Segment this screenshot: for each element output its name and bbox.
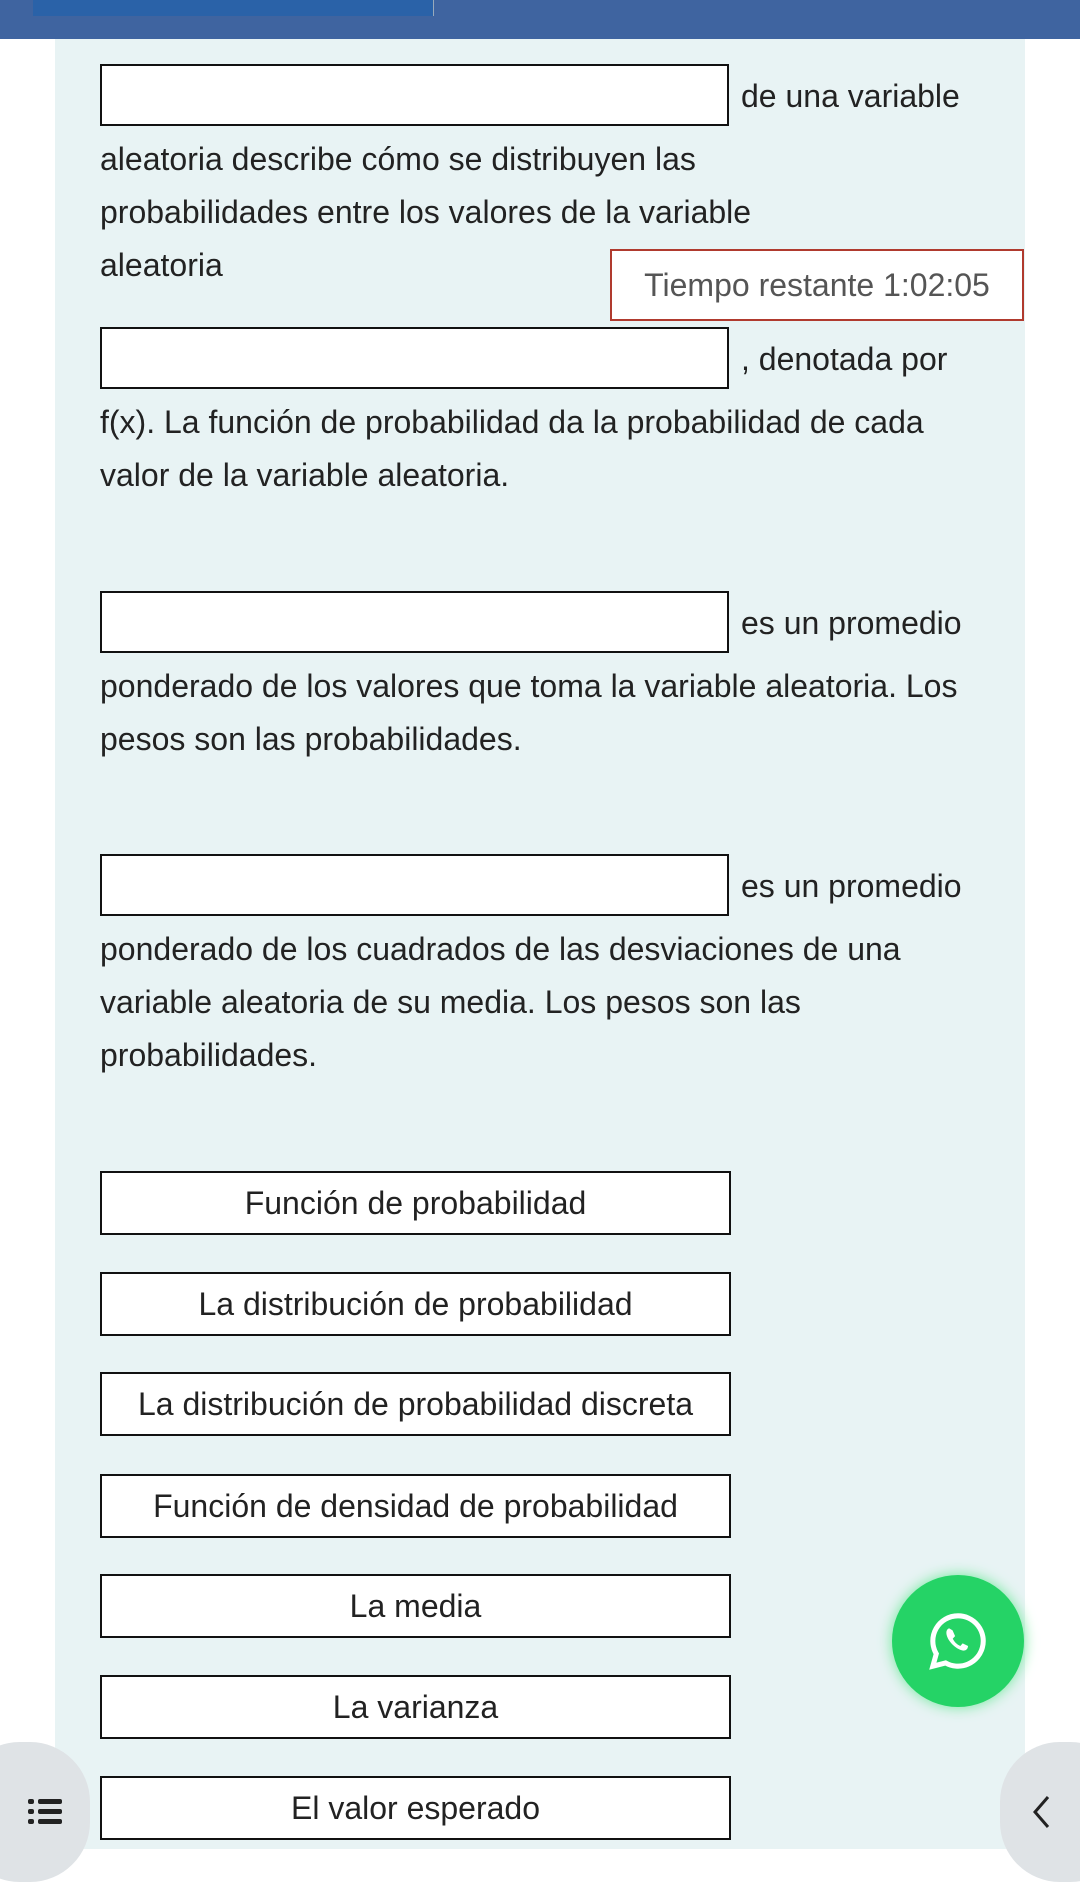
question-2-text: , denotada por	[741, 341, 948, 377]
question-4-rest: ponderado de los cuadrados de las desviaciones de una variable aleatoria de su media. Los pesos son las probabilidades.	[100, 931, 901, 1073]
drop-zone-2[interactable]	[100, 327, 729, 389]
option-la-varianza[interactable]: La varianza	[100, 1675, 731, 1739]
option-funcion-de-probabilidad[interactable]: Función de probabilidad	[100, 1171, 731, 1235]
drop-zone-4[interactable]	[100, 854, 729, 916]
option-la-media[interactable]: La media	[100, 1574, 731, 1638]
option-distribucion-discreta[interactable]: La distribución de probabilidad discreta	[100, 1372, 731, 1436]
site-header	[0, 0, 1080, 39]
chevron-left-icon	[1030, 1795, 1052, 1829]
question-3-rest: ponderado de los valores que toma la variable aleatoria. Los pesos son las probabilidades.	[100, 668, 958, 757]
question-4-text: es un promedio	[741, 868, 962, 904]
list-icon	[28, 1797, 62, 1827]
option-funcion-de-densidad[interactable]: Función de densidad de probabilidad	[100, 1474, 731, 1538]
question-3-text: es un promedio	[741, 605, 962, 641]
whatsapp-button[interactable]	[892, 1575, 1024, 1707]
drop-zone-1[interactable]	[100, 64, 729, 126]
option-distribucion-de-probabilidad[interactable]: La distribución de probabilidad	[100, 1272, 731, 1336]
question-1-rest: aleatoria describe cómo se distribuyen las probabilidades entre los valores de la variable aleatoria	[100, 141, 752, 283]
question-2-rest: f(x). La función de probabilidad da la probabilidad de cada valor de la variable aleatoria.	[100, 404, 924, 493]
drop-zone-3[interactable]	[100, 591, 729, 653]
option-valor-esperado[interactable]: El valor esperado	[100, 1776, 731, 1840]
timer: Tiempo restante 1:02:05	[610, 249, 1024, 321]
whatsapp-icon	[927, 1610, 989, 1672]
logo[interactable]	[33, 0, 434, 16]
question-1-text: de una variable	[741, 78, 960, 114]
